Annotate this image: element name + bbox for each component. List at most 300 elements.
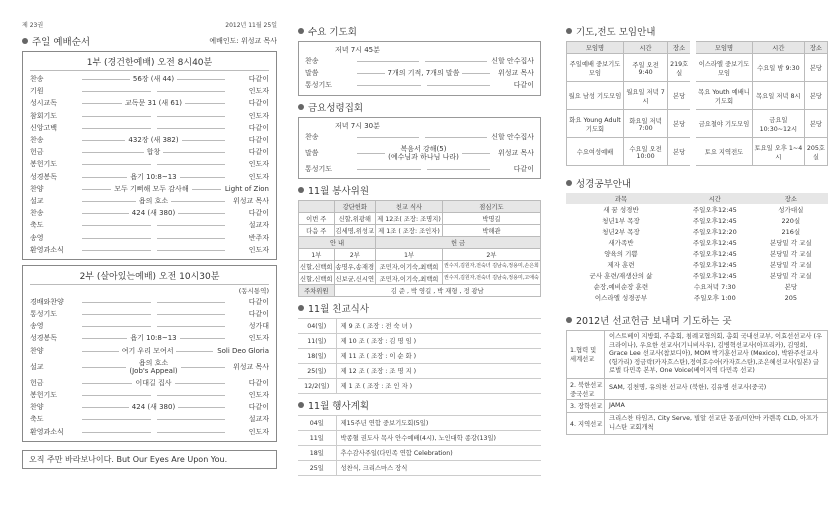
order-label: 신앙고백 bbox=[30, 123, 58, 132]
wed-title: 수요 기도회 bbox=[298, 24, 541, 38]
order-content bbox=[151, 298, 157, 306]
column-header: 시간 bbox=[752, 42, 804, 54]
order-row bbox=[305, 143, 534, 163]
table-cell: 화요 Young Adult 기도회 bbox=[567, 110, 624, 138]
order-person: 위성교 목사 bbox=[497, 148, 534, 157]
order-row bbox=[30, 296, 269, 308]
table-cell: 토요일 오후 1~4시 bbox=[752, 138, 804, 166]
issue-date: 2012년 11월 25일 bbox=[225, 22, 277, 29]
order-label: 경배와찬양 bbox=[30, 297, 64, 306]
order-content bbox=[151, 112, 157, 120]
translation-note: (동시통역) bbox=[238, 286, 269, 295]
table-cell: 새 꿈 성경반 bbox=[603, 206, 639, 214]
table-cell: 군사 훈련/재생산의 삶 bbox=[589, 272, 653, 280]
order-row bbox=[30, 219, 269, 231]
order-person: 다같이 bbox=[248, 75, 269, 84]
table-cell: 토요 지역전도 bbox=[693, 138, 752, 166]
table-cell: 박명길 bbox=[442, 212, 540, 224]
order-row bbox=[305, 55, 534, 67]
order-row bbox=[30, 183, 269, 195]
order-person: 인도자 bbox=[248, 87, 269, 96]
table-cell: 본당 bbox=[804, 54, 827, 82]
order-item bbox=[353, 68, 494, 78]
sub-header: 1부 bbox=[299, 248, 335, 260]
order-content: 복음서 강해(5) bbox=[398, 145, 450, 153]
column-header: 장소 bbox=[668, 42, 694, 54]
order-item bbox=[78, 124, 229, 132]
order-label: 헌금 bbox=[30, 148, 44, 157]
date-cell: 12/2(일) bbox=[298, 378, 336, 393]
mission-category: 1.협력 및 세계선교 bbox=[567, 331, 605, 379]
order-item bbox=[78, 246, 229, 254]
table-cell: 조민자,이기숙,최백희 bbox=[376, 260, 443, 272]
order-item bbox=[78, 402, 229, 412]
order-row bbox=[305, 67, 534, 79]
table-cell: 주일오후12:45 bbox=[692, 239, 737, 247]
order-item bbox=[78, 196, 229, 206]
order-person: 다같이 bbox=[248, 99, 269, 108]
order-person: 다같이 bbox=[248, 310, 269, 319]
order-content bbox=[421, 165, 427, 173]
date-cell: 25(일) bbox=[298, 363, 336, 378]
order-item bbox=[78, 391, 229, 399]
table-cell: 주일오후12:45 bbox=[692, 272, 737, 280]
order-person: 다같이 bbox=[513, 81, 534, 90]
content-cell: 제 9 조 ( 조장 : 전 숙 녀 ) bbox=[336, 318, 541, 333]
table-cell: 제 1조 ( 조장: 조인자) bbox=[376, 224, 443, 236]
order-label: 봉헌기도 bbox=[30, 160, 58, 169]
order-content bbox=[151, 310, 157, 318]
table-row bbox=[298, 333, 541, 348]
table-cell: 주일오후12:45 bbox=[692, 206, 737, 214]
order-person: Soli Deo Gloria bbox=[217, 346, 269, 355]
table-cell: 신할,신백희 bbox=[299, 260, 335, 272]
order-content bbox=[151, 221, 157, 229]
column-header: 점심기도 bbox=[442, 200, 540, 212]
order-label: 말씀 bbox=[305, 69, 319, 78]
fri-time: 저녁 7시 30분 bbox=[335, 121, 380, 130]
order-row bbox=[30, 85, 269, 97]
fri-order bbox=[305, 131, 534, 175]
order-row bbox=[30, 122, 269, 134]
order-person: 인도자 bbox=[248, 160, 269, 169]
order-item bbox=[78, 87, 229, 95]
bullet-icon bbox=[22, 38, 28, 44]
table-row bbox=[566, 204, 828, 215]
order-content-sub: (Job's Appeal) bbox=[126, 367, 180, 375]
order-person: 성가대 bbox=[248, 322, 269, 331]
table-cell: 목요일 저녁 8시 bbox=[752, 82, 804, 110]
order-label: 축도 bbox=[30, 415, 44, 424]
table-row bbox=[567, 82, 828, 110]
table-row bbox=[299, 248, 541, 260]
sunday-title: 주일 예배순서 예배인도: 위성교 목사 bbox=[22, 34, 277, 48]
order-item bbox=[78, 322, 229, 330]
meal-title: 11월 친교식사 bbox=[298, 301, 541, 315]
order-person: 다같이 bbox=[248, 209, 269, 218]
order-item bbox=[78, 184, 225, 194]
order-person: 인도자 bbox=[248, 334, 269, 343]
content-cell: 제 1 조 ( 조장 : 조 인 자 ) bbox=[336, 378, 541, 393]
order-label: 말씀 bbox=[305, 148, 319, 157]
order-person: 인도자 bbox=[248, 427, 269, 436]
order-content bbox=[419, 133, 425, 141]
table-row bbox=[567, 54, 828, 82]
order-content bbox=[421, 81, 427, 89]
table-row bbox=[298, 460, 541, 475]
content-cell: 추수감사주일(다민족 연합 Celebration) bbox=[336, 445, 541, 460]
order-item bbox=[78, 346, 217, 356]
date-cell: 11일 bbox=[298, 430, 336, 445]
order-item bbox=[78, 147, 229, 157]
order-item bbox=[78, 333, 229, 343]
table-cell: 주일오후12:20 bbox=[692, 228, 737, 236]
order-person: 다같이 bbox=[248, 136, 269, 145]
table-cell: 본당 bbox=[804, 110, 827, 138]
order-person: 설교자 bbox=[248, 221, 269, 230]
content-cell: 제 12 조 ( 조장 : 조 명 지 ) bbox=[336, 363, 541, 378]
order-person: 설교자 bbox=[248, 415, 269, 424]
order-content: 교독문 31 (새 61) bbox=[122, 99, 185, 107]
order-item bbox=[78, 98, 229, 108]
volunteer-title: 11월 봉사위원 bbox=[298, 183, 541, 197]
order-row bbox=[30, 413, 269, 425]
table-row bbox=[299, 260, 541, 272]
table-cell: 220실 bbox=[781, 217, 801, 225]
table-row bbox=[299, 224, 541, 236]
table-cell: 제자 훈련 bbox=[607, 261, 635, 269]
order-item bbox=[78, 160, 229, 168]
sub-header: 2부 bbox=[334, 248, 376, 260]
fri-service bbox=[298, 117, 541, 179]
content-cell: 제15주년 연합 중보기도회(5일) bbox=[336, 415, 541, 430]
meetings-table bbox=[566, 41, 828, 166]
order-content bbox=[151, 246, 157, 254]
table-cell: 청년1부 목장 bbox=[602, 217, 640, 225]
order-label: 참회기도 bbox=[30, 111, 58, 120]
bullet-icon bbox=[566, 317, 572, 323]
date-cell: 25일 bbox=[298, 460, 336, 475]
table-row bbox=[566, 237, 828, 248]
column-header: 장소 bbox=[754, 193, 828, 204]
info-column bbox=[566, 0, 828, 507]
bullet-icon bbox=[566, 28, 572, 34]
second-service-title: 2부 (살아있는예배) 오전 10시30분 bbox=[30, 269, 269, 285]
order-content bbox=[151, 415, 157, 423]
fri-title: 금요성령집회 bbox=[298, 100, 541, 114]
table-row bbox=[566, 215, 828, 226]
order-person: 인도자 bbox=[248, 245, 269, 254]
order-label: 축도 bbox=[30, 221, 44, 230]
order-label: 환영과소식 bbox=[30, 427, 64, 436]
order-person: 인도자 bbox=[248, 111, 269, 120]
order-content: 424 (새 380) bbox=[129, 403, 178, 411]
order-item bbox=[353, 145, 494, 161]
table-row bbox=[298, 445, 541, 460]
table-row bbox=[567, 110, 828, 138]
weekday-column bbox=[298, 0, 541, 507]
order-label: 환영과소식 bbox=[30, 245, 64, 254]
table-cell: 219호실 bbox=[668, 54, 694, 82]
table-row bbox=[298, 348, 541, 363]
order-person: 위성교 목사 bbox=[497, 69, 534, 78]
table-cell: 월요 남성 기도모임 bbox=[567, 82, 624, 110]
table-cell: 본당밑 각 교실 bbox=[769, 250, 812, 258]
order-row bbox=[30, 332, 269, 344]
table-cell: 순장,예비순장 훈련 bbox=[593, 283, 649, 291]
order-row bbox=[30, 146, 269, 158]
meal-table bbox=[298, 318, 541, 394]
order-label: 송영 bbox=[30, 322, 44, 331]
date-cell: 04(일) bbox=[298, 318, 336, 333]
table-cell: 본당 bbox=[784, 283, 798, 291]
table-cell: 금요일 10:30~12시 bbox=[752, 110, 804, 138]
order-content bbox=[151, 160, 157, 168]
table-row bbox=[298, 378, 541, 393]
order-item bbox=[78, 112, 229, 120]
table-row bbox=[299, 284, 541, 296]
order-content: 욥기 10:8~13 bbox=[127, 173, 179, 181]
order-person: 다같이 bbox=[513, 164, 534, 173]
table-row bbox=[299, 212, 541, 224]
wed-time: 저녁 7시 45분 bbox=[335, 46, 380, 54]
table-row bbox=[567, 399, 828, 413]
date-cell: 18(일) bbox=[298, 348, 336, 363]
order-person: 반주자 bbox=[248, 233, 269, 242]
table-cell: 이스라엘 성경공부 bbox=[594, 294, 648, 302]
table-cell: 월요일 저녁 7시 bbox=[624, 82, 668, 110]
order-row bbox=[30, 308, 269, 320]
study-table bbox=[566, 193, 828, 303]
table-cell: 이번 주 bbox=[299, 212, 335, 224]
table-cell: 주일오후12:45 bbox=[692, 261, 737, 269]
column-header: 강단헌화 bbox=[334, 200, 376, 212]
table-row bbox=[567, 138, 828, 166]
content-cell: 박종혈 권도사 목사 안수예배(4시), 노인대학 종강(13일) bbox=[336, 430, 541, 445]
order-row bbox=[30, 401, 269, 413]
order-person: Light of Zion bbox=[224, 184, 269, 193]
order-label: 통성기도 bbox=[305, 164, 333, 173]
order-row bbox=[30, 345, 269, 357]
page-header bbox=[22, 0, 277, 30]
order-person: 다같이 bbox=[248, 297, 269, 306]
order-label: 설교 bbox=[30, 362, 44, 371]
order-content: 56장 (새 44) bbox=[130, 75, 177, 83]
order-item bbox=[78, 208, 229, 218]
order-row bbox=[30, 389, 269, 401]
order-label: 찬송 bbox=[30, 75, 44, 84]
column-header: 과목 bbox=[566, 193, 676, 204]
order-row bbox=[305, 79, 534, 91]
order-item bbox=[353, 81, 494, 89]
table-cell: 수요여성예배 bbox=[567, 138, 624, 166]
order-label: 통성기도 bbox=[305, 81, 333, 90]
order-person: 인도자 bbox=[248, 391, 269, 400]
table-cell: 청년2부 목장 bbox=[602, 228, 640, 236]
table-row bbox=[299, 236, 541, 248]
table-row bbox=[566, 281, 828, 292]
column-header: 모임명 bbox=[693, 42, 752, 54]
order-item bbox=[78, 172, 229, 182]
table-row bbox=[566, 193, 828, 204]
column-header: 장소 bbox=[804, 42, 827, 54]
sub-header: 1부 bbox=[376, 248, 443, 260]
mission-table bbox=[566, 330, 828, 435]
order-person: 위성교 목사 bbox=[232, 196, 269, 205]
order-item bbox=[78, 359, 229, 375]
order-content bbox=[151, 234, 157, 242]
order-label: 성경봉독 bbox=[30, 172, 58, 181]
table-cell: 금요철야 기도모임 bbox=[693, 110, 752, 138]
content-cell: 성찬식, 크리스마스 장식 bbox=[336, 460, 541, 475]
order-person: 다같이 bbox=[248, 148, 269, 157]
table-cell: 신할,위광해 bbox=[334, 212, 376, 224]
order-content bbox=[151, 428, 157, 436]
order-row bbox=[30, 207, 269, 219]
table-cell: 본당밑 각 교실 bbox=[769, 239, 812, 247]
table-cell: 김 준 , 박 영길 , 박 재형 , 정 광남 bbox=[334, 284, 541, 296]
bullet-icon bbox=[298, 28, 304, 34]
second-service-order bbox=[30, 296, 269, 438]
table-cell: 화요일 저녁7:00 bbox=[624, 110, 668, 138]
order-label: 찬송 bbox=[305, 132, 319, 141]
order-label: 찬양 bbox=[30, 184, 44, 193]
date-cell: 11(일) bbox=[298, 333, 336, 348]
order-row bbox=[30, 97, 269, 109]
column-header: 시간 bbox=[676, 193, 754, 204]
order-person: 위성교 목사 bbox=[232, 362, 269, 371]
mission-category: 3. 장학선교 bbox=[567, 399, 605, 413]
table-row bbox=[298, 363, 541, 378]
table-cell: 본당 bbox=[668, 138, 694, 166]
order-person: 인도자 bbox=[248, 172, 269, 181]
study-title: 성경공부안내 bbox=[566, 176, 828, 190]
table-cell: 주일오후12:45 bbox=[692, 217, 737, 225]
table-cell: 본당 bbox=[668, 110, 694, 138]
order-label: 찬송 bbox=[30, 136, 44, 145]
table-cell: 권수지,김원자,전숙녀 김남숙,정용미,고애숙 bbox=[442, 272, 540, 284]
order-person: 다같이 bbox=[248, 378, 269, 387]
table-cell: 양육의 기쁨 bbox=[604, 250, 638, 258]
table-cell: 216실 bbox=[781, 228, 801, 236]
table-row bbox=[567, 42, 828, 54]
sunday-column bbox=[22, 0, 277, 507]
order-row bbox=[30, 377, 269, 389]
order-row bbox=[30, 320, 269, 332]
order-person: 신할 안수집사 bbox=[491, 57, 534, 66]
motto: 오직 주만 바라보나이다. But Our Eyes Are Upon You. bbox=[22, 450, 277, 469]
order-row bbox=[30, 73, 269, 85]
bullet-icon bbox=[298, 187, 304, 193]
first-service-title: 1부 (경건한예배) 오전 8시40분 bbox=[30, 55, 269, 71]
first-service-order bbox=[30, 73, 269, 256]
mission-recipients: 크리스찬 타임즈, City Serve, 빌알 선교단 몽골/미얀마 카렌족 CLD, 아프가니스탄 교회개척 bbox=[605, 413, 828, 435]
wed-service bbox=[298, 41, 541, 96]
table-row bbox=[567, 378, 828, 399]
table-cell: 김세명,위성교 bbox=[334, 224, 376, 236]
table-cell: 조민자,이기숙,최백희 bbox=[376, 272, 443, 284]
table-row bbox=[566, 248, 828, 259]
table-cell: 수요저녁 7:30 bbox=[693, 283, 736, 291]
order-content: 7개의 기적, 7개의 말씀 bbox=[385, 69, 463, 77]
table-row bbox=[566, 226, 828, 237]
bullet-icon bbox=[298, 305, 304, 311]
table-row bbox=[298, 415, 541, 430]
table-cell: 주일오후 1:00 bbox=[693, 294, 736, 302]
order-row bbox=[30, 110, 269, 122]
table-row bbox=[566, 292, 828, 303]
order-content: 욥의 호소 bbox=[136, 197, 171, 205]
order-item bbox=[353, 165, 494, 173]
mission-recipients: SAM, 김천명, 유의찬 선교사 (북한), 김유병 선교사(중국) bbox=[605, 378, 828, 399]
order-content: 모두 기뻐해 모두 감사해 bbox=[111, 185, 191, 193]
order-content: 424 (새 380) bbox=[129, 209, 178, 217]
table-row bbox=[566, 259, 828, 270]
order-content: 이대길 집사 bbox=[132, 379, 174, 387]
order-item bbox=[78, 310, 229, 318]
order-row bbox=[30, 195, 269, 207]
order-item bbox=[78, 378, 229, 388]
bullet-icon bbox=[298, 402, 304, 408]
order-content bbox=[151, 322, 157, 330]
order-row bbox=[30, 357, 269, 377]
volunteer-table bbox=[298, 200, 541, 297]
service-leader: 예배인도: 위성교 목사 bbox=[209, 37, 277, 45]
table-cell: 주일오후12:45 bbox=[692, 250, 737, 258]
events-title: 11월 행사계획 bbox=[298, 398, 541, 412]
table-row bbox=[567, 413, 828, 435]
order-item bbox=[353, 57, 491, 65]
order-content: 합창 bbox=[144, 148, 164, 156]
blank-cell bbox=[299, 200, 335, 212]
order-label: 성경봉독 bbox=[30, 334, 58, 343]
order-label: 통성기도 bbox=[30, 310, 58, 319]
mission-category: 2. 북한선교 중국선교 bbox=[567, 378, 605, 399]
column-header: 친교 식사 bbox=[376, 200, 443, 212]
order-row bbox=[305, 131, 534, 143]
table-cell: 권수지,김원자,전숙녀 김남숙,정용미,손은희 bbox=[442, 260, 540, 272]
meetings-title: 기도,전도 모임안내 bbox=[566, 24, 828, 38]
mission-category: 4. 지역선교 bbox=[567, 413, 605, 435]
order-row bbox=[30, 158, 269, 170]
table-cell: 205호실 bbox=[804, 138, 827, 166]
table-cell: 본당 bbox=[804, 82, 827, 110]
table-cell: 다음 주 bbox=[299, 224, 335, 236]
table-cell: 주일 오전 9:40 bbox=[624, 54, 668, 82]
order-label: 찬양 bbox=[30, 403, 44, 412]
mission-title: 2012년 선교헌금 보내며 기도하는 곳 bbox=[566, 313, 828, 327]
order-content: 432장 (새 382) bbox=[125, 136, 181, 144]
order-content bbox=[419, 57, 425, 65]
order-label: 설교 bbox=[30, 196, 44, 205]
order-label: 봉헌기도 bbox=[30, 391, 58, 400]
order-row bbox=[30, 231, 269, 243]
table-cell: 송명우,송재경 bbox=[334, 260, 376, 272]
order-label: 성시교독 bbox=[30, 99, 58, 108]
order-label: 찬송 bbox=[30, 209, 44, 218]
order-person: 신할 안수집사 bbox=[491, 132, 534, 141]
table-cell: 신보균,신시연 bbox=[334, 272, 376, 284]
table-cell: 이스라엘 중보기도모임 bbox=[693, 54, 752, 82]
table-cell: 본당밑 각 교실 bbox=[769, 261, 812, 269]
order-person: 다같이 bbox=[248, 403, 269, 412]
table-cell: 주일예배 중보기도모임 bbox=[567, 54, 624, 82]
wed-order bbox=[305, 55, 534, 92]
table-row bbox=[298, 318, 541, 333]
mission-recipients: 이스트베이 지방회, 주총회, 침례교협의회, 총회 국내선교부, 이효선선교사 (우크라이나), 우요한 선교사(기니비사우), 김병혁선교사(아프리카), 김영희, Grace Lee 선교사(참보디아), MOM 박기훈선교사 (Mexico), 박완주선교사 (헝가리) 정금락(카자흐스탄),정여호수아(카자흐스탄),조은혜선교사(일본) 글로벌 다민족 본부, One Voice(베이지역 다민족 선교) bbox=[605, 331, 828, 379]
order-item bbox=[78, 221, 229, 229]
order-row bbox=[305, 163, 534, 175]
